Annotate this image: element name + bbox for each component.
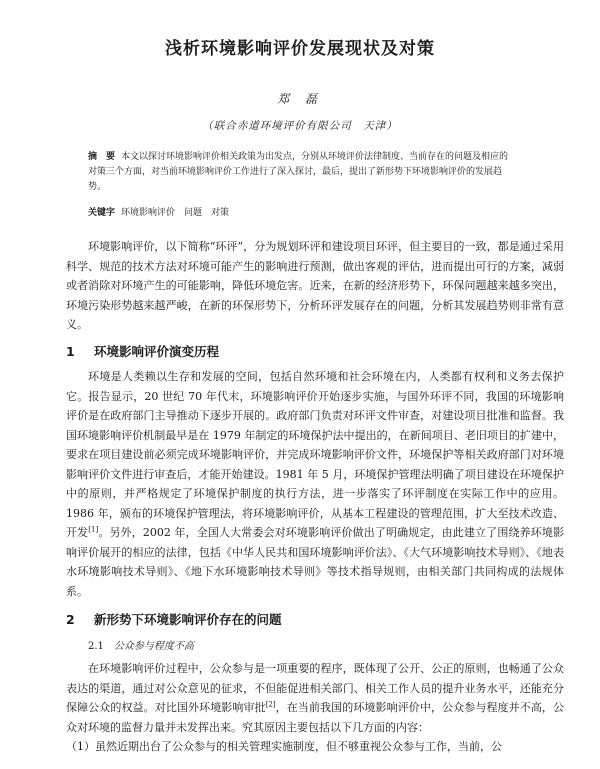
- abstract-text: 本文以探讨环境影响评价相关政策为出发点，分别从环境评价法律制度、当前存在的问题及相应的对策三个方面，对当前环境影响评价工作进行了深入探讨，最后，提出了新形势下环境影响评价的发展趋势。: [88, 152, 509, 192]
- section-2-paragraph: [66, 659, 564, 757]
- section-1-paragraph: [66, 367, 564, 601]
- subsection-2-1-heading: [88, 637, 194, 652]
- subsection-2-1-title: 公众参与程度不高: [113, 641, 194, 652]
- section-2-text-b: ，在当前我国的环境影响评价中，公众参与程度并不高，公众对环境的监督力量并未发挥出来。究其原因主要包括以下几方面的内容：: [66, 701, 565, 734]
- intro-paragraph: 环境影响评价，以下简称“环评”，分为规划环评和建设项目环评，但主要目的一致，都是通过采用科学、规范的技术方法对环境可能产生的影响进行预测，做出客观的评估，进而提出可行的方案，减弱或者消除对环境产生的可能影响，降低环境危害。近来，在新的经济形势下，环保问题越来越多突出，环境污染形势越来越严峻，在新的环保形势下，分析环评发展存在的问题，分析其发展趋势则非常有意义。: [66, 240, 564, 331]
- keywords-text: 环境影响评价 问题 对策: [121, 208, 230, 218]
- section-2-item-1: （1）虽然近期出台了公众参与的相关管理实施制度，但不够重视公众参与工作，当前，公: [66, 740, 502, 753]
- section-1-title: 环境影响评价演变历程: [94, 344, 220, 359]
- section-1-text-b: 。另外，2002 年，全国人大常委会对环境影响评价做出了明确规定，由此建立了围绕养环境影响评价展开的相应的法律，包括《中华人民共和国环境影响评价法》、《大气环境影响技术导则》、《地表水环境影响技术导则》、《地下水环境影响技术导则》等技术指导规则，由相关部门共同构成的法规体系。: [66, 526, 564, 598]
- section-1-number: 1: [66, 344, 75, 359]
- citation-1: [1]: [88, 525, 99, 534]
- author-affiliation: （联合赤道环境评价有限公司 天津）: [202, 120, 398, 132]
- paper-title: 浅析环境影响评价发展现状及对策: [165, 39, 435, 59]
- abstract-label: 摘 要: [88, 152, 116, 162]
- section-2-title: 新形势下环境影响评价存在的问题: [94, 612, 282, 627]
- keywords-label: 关键字: [88, 208, 116, 218]
- citation-2: [2]: [265, 700, 276, 709]
- abstract: [88, 150, 516, 195]
- author-name: 郑 磊: [277, 92, 323, 106]
- keywords: [88, 205, 516, 218]
- section-2-text-a: 在环境影响评价过程中，公众参与是一项重要的程序，既体现了公开、公正的原则，也畅通了公众表达的渠道，通过对公众意见的征求，不但能促进相关部门、相关工作人员的提升业务水平，还能充分保障公众的权益。对比国外环境影响审批: [66, 662, 564, 714]
- section-1-heading: [66, 342, 219, 360]
- section-2-number: 2: [66, 612, 75, 627]
- subsection-2-1-number: 2.1: [88, 641, 104, 652]
- section-1-text-a: 环境是人类赖以生存和发展的空间，包括自然环境和社会环境在内，人类都有权利和义务去保护它。报告显示，20 世纪 70 年代末，环境影响评价开始逐步实施，与国外环评不同，我国的环境影响评价是在政府部门主导推动下逐步开展的。政府部门负责对环评文件审查，对建设项目批准和监督。我国环境影响评价机制最早是在 1979 年制定的环境保护法中提出的，在新间项目、老旧项目的扩建中，要求在项目建设前必须完成环境影响评价，并完成环境影响评价文件，环境保护等相关政府部门对环境影响评价文件进行审查后，才能开始建设。1981 年 5 月，环境保护管理法明确了项目建设在环境保护中的原则，并严格规定了环境保护制度的执行方法，进一步落实了环评制度在实际工作中的应用。1986 年，颁布的环境保护管理法，将环境影响评价，从基本工程建设的管理范围，扩大至技术改造、开发: [66, 370, 564, 539]
- section-2-heading: [66, 610, 282, 628]
